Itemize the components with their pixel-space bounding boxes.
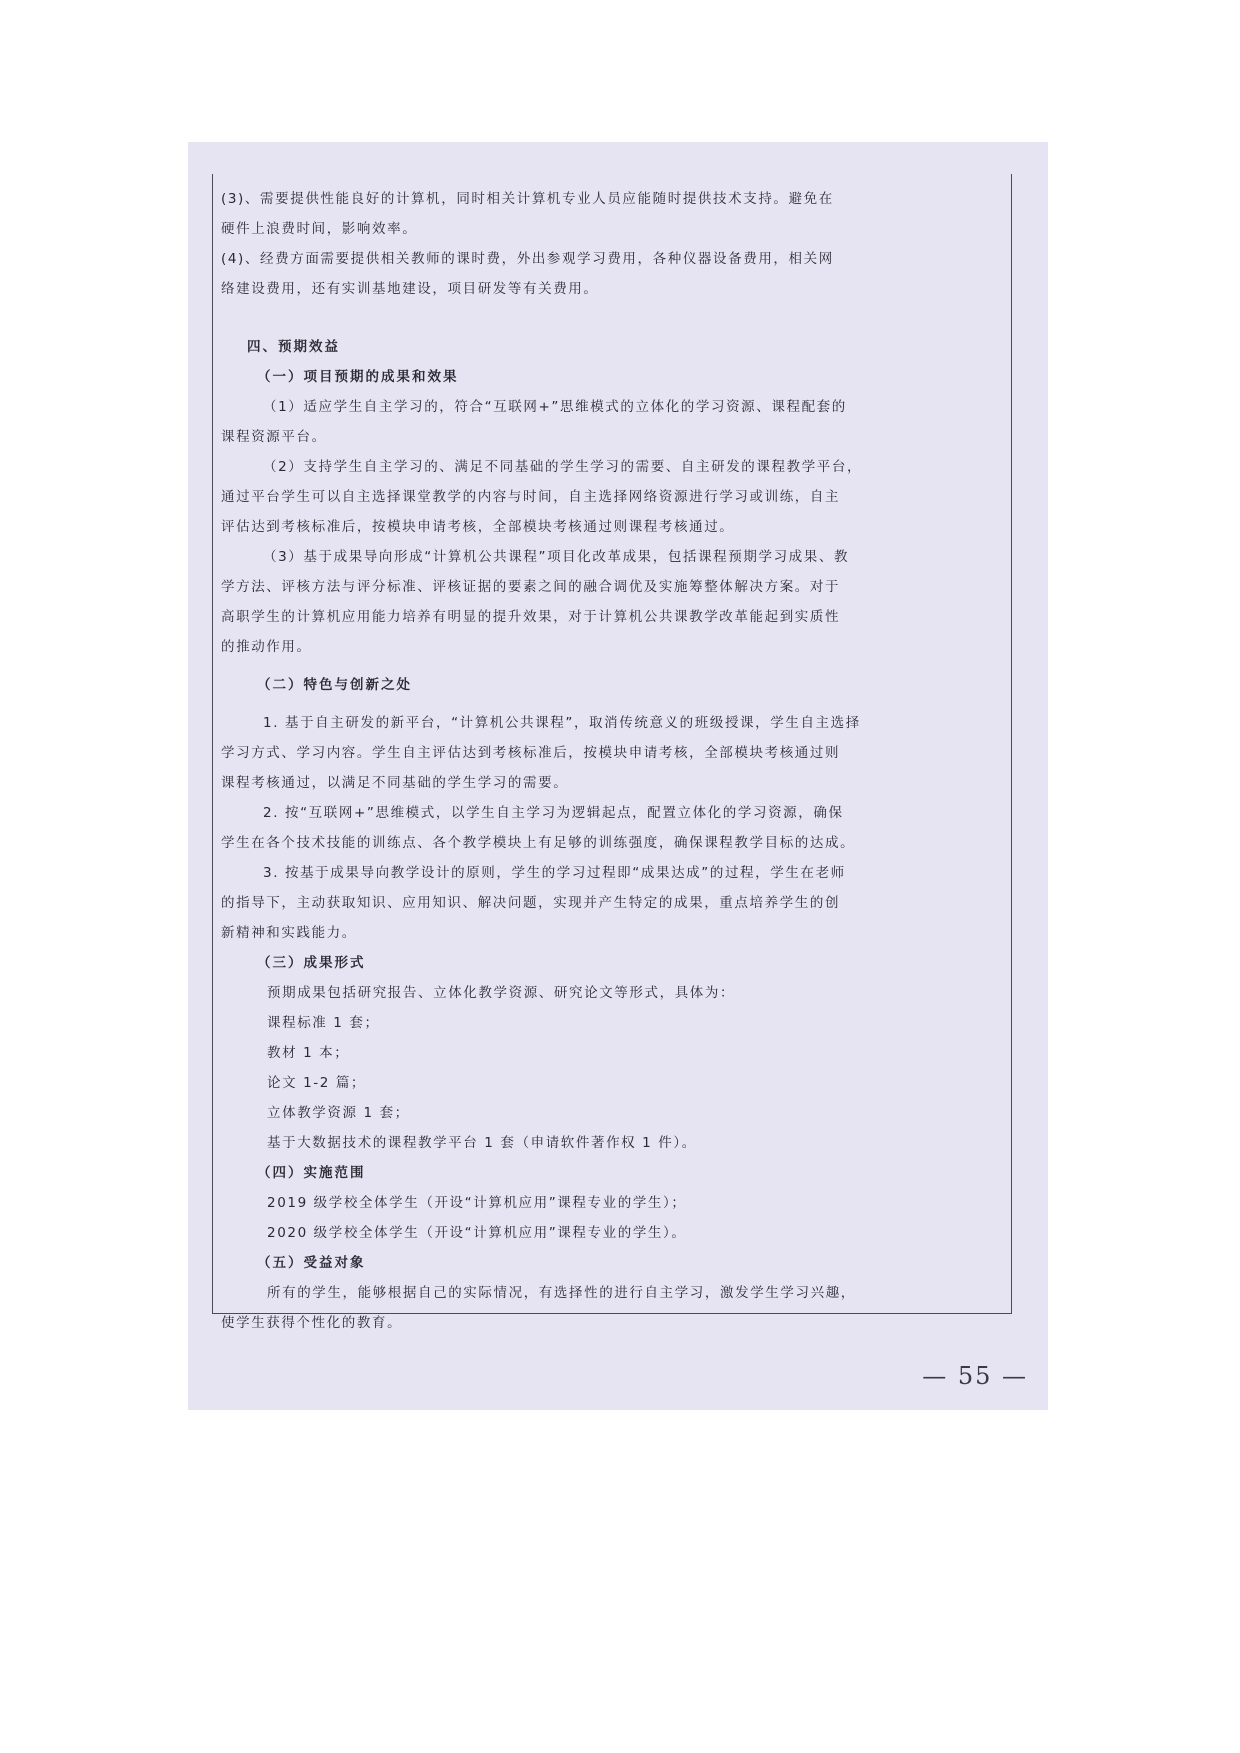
paragraph [221, 452, 1005, 542]
section-heading: 四、预期效益 [247, 339, 340, 355]
text-line: (3)、需要提供性能良好的计算机，同时相关计算机专业人员应能随时提供技术支持。避免在 [221, 191, 834, 207]
scanned-page [188, 142, 1048, 1410]
text-line: （2）支持学生自主学习的、满足不同基础的学生学习的需要、自主研发的课程教学平台， [263, 459, 863, 475]
paragraph [221, 184, 1005, 244]
list [221, 978, 1005, 1158]
paragraph [221, 708, 1005, 798]
text-line: 2. 按“互联网+”思维模式，以学生自主学习为逻辑起点，配置立体化的学习资源，确保 [263, 805, 844, 821]
text-line: 高职学生的计算机应用能力培养有明显的提升效果，对于计算机公共课教学改革能起到实质性 [221, 609, 841, 625]
text-line: 3. 按基于成果导向教学设计的原则，学生的学习过程即“成果达成”的过程，学生在老师 [263, 865, 846, 881]
text-line: 课程资源平台。 [221, 429, 327, 445]
content-frame [212, 174, 1012, 1331]
paragraph [221, 542, 1005, 662]
text-line: （3）基于成果导向形成“计算机公共课程”项目化改革成果，包括课程预期学习成果、教 [263, 549, 850, 565]
paragraph [221, 798, 1005, 858]
subsection-heading: （五）受益对象 [257, 1255, 366, 1271]
list-item: 预期成果包括研究报告、立体化教学资源、研究论文等形式，具体为： [267, 985, 736, 1001]
page-number: — 55 — [922, 1362, 1028, 1390]
paragraph [221, 1278, 1005, 1338]
list-item: 2019 级学校全体学生（开设“计算机应用”课程专业的学生）； [267, 1195, 687, 1211]
text-line: （1）适应学生自主学习的，符合“互联网+”思维模式的立体化的学习资源、课程配套的 [263, 399, 847, 415]
text-line: 学方法、评核方法与评分标准、评核证据的要素之间的融合调优及实施筹整体解决方案。对于 [221, 579, 841, 595]
subsection-heading: （四）实施范围 [257, 1165, 366, 1181]
text-line: 1. 基于自主研发的新平台，“计算机公共课程”，取消传统意义的班级授课，学生自主选择 [263, 715, 861, 731]
page-content [221, 184, 1005, 1338]
list-item: 论文 1-2 篇； [267, 1075, 367, 1091]
subsection-heading: （二）特色与创新之处 [257, 677, 412, 693]
list-item: 教材 1 本； [267, 1045, 350, 1061]
paragraph [221, 244, 1005, 304]
text-line: 硬件上浪费时间，影响效率。 [221, 221, 418, 237]
text-line: 新精神和实践能力。 [221, 925, 357, 941]
list-item: 立体教学资源 1 套； [267, 1105, 410, 1121]
list-item: 2020 级学校全体学生（开设“计算机应用”课程专业的学生）。 [267, 1225, 687, 1241]
text-line: 评估达到考核标准后，按模块申请考核，全部模块考核通过则课程考核通过。 [221, 519, 735, 535]
subsection-heading: （三）成果形式 [257, 955, 366, 971]
text-line: 的指导下，主动获取知识、应用知识、解决问题，实现并产生特定的成果，重点培养学生的创 [221, 895, 841, 911]
text-line: 通过平台学生可以自主选择课堂教学的内容与时间，自主选择网络资源进行学习或训练，自主 [221, 489, 841, 505]
text-line: 络建设费用，还有实训基地建设，项目研发等有关费用。 [221, 281, 599, 297]
paragraph [221, 858, 1005, 948]
text-line: 所有的学生，能够根据自己的实际情况，有选择性的进行自主学习，激发学生学习兴趣， [267, 1285, 856, 1301]
text-line: 学习方式、学习内容。学生自主评估达到考核标准后，按模块申请考核，全部模块考核通过则 [221, 745, 841, 761]
text-line: 的推动作用。 [221, 639, 312, 655]
text-line: 学生在各个技术技能的训练点、各个教学模块上有足够的训练强度，确保课程教学目标的达成。 [221, 835, 856, 851]
text-line: 使学生获得个性化的教育。 [221, 1315, 403, 1331]
paragraph [221, 392, 1005, 452]
list [221, 1188, 1005, 1248]
subsection-heading: （一）项目预期的成果和效果 [257, 369, 459, 385]
text-line: 课程考核通过，以满足不同基础的学生学习的需要。 [221, 775, 569, 791]
list-item: 基于大数据技术的课程教学平台 1 套（申请软件著作权 1 件）。 [267, 1135, 697, 1151]
list-item: 课程标准 1 套； [267, 1015, 380, 1031]
text-line: (4)、经费方面需要提供相关教师的课时费，外出参观学习费用，各种仪器设备费用，相关网 [221, 251, 834, 267]
